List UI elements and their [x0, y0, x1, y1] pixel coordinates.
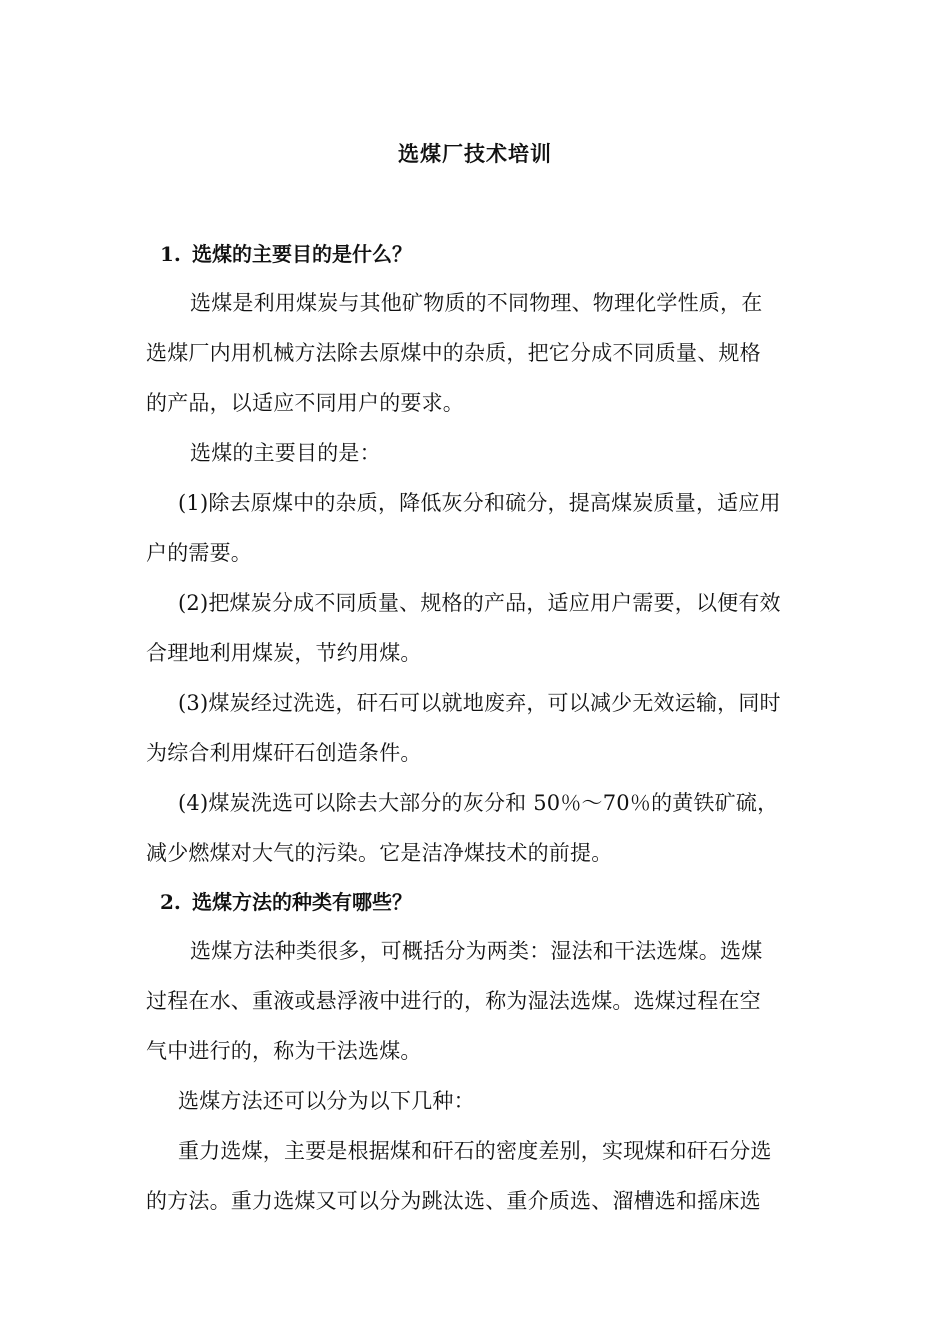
list-item: (4)煤炭洗选可以除去大部分的灰分和 50％～70％的黄铁矿硫，: [178, 791, 779, 815]
paragraph-line: 选煤厂内用机械方法除去原煤中的杂质，把它分成不同质量、规格: [146, 341, 761, 365]
section-heading-2: [160, 886, 412, 915]
section-title: 选煤方法的种类有哪些？: [192, 890, 412, 914]
section-number: 1.: [160, 242, 181, 266]
section-heading-1: [160, 238, 412, 267]
paragraph-line: 重力选煤，主要是根据煤和矸石的密度差别，实现煤和矸石分选: [178, 1139, 772, 1163]
paragraph-line: 减少燃煤对大气的污染。它是洁净煤技术的前提。: [146, 841, 613, 865]
list-item: (3)煤炭经过洗选，矸石可以就地废弃，可以减少无效运输，同时: [178, 691, 781, 715]
section-title: 选煤的主要目的是什么？: [192, 242, 412, 266]
list-item: (1)除去原煤中的杂质，降低灰分和硫分，提高煤炭质量，适应用: [178, 491, 781, 515]
paragraph-line: 选煤是利用煤炭与其他矿物质的不同物理、物理化学性质，在: [190, 291, 763, 315]
paragraph-line: 选煤方法还可以分为以下几种：: [178, 1089, 475, 1113]
document-title: 选煤厂技术培训: [398, 141, 552, 166]
paragraph-line: 的方法。重力选煤又可以分为跳汰选、重介质选、溜槽选和摇床选: [146, 1189, 761, 1213]
paragraph-line: 选煤方法种类很多，可概括分为两类：湿法和干法选煤。选煤: [190, 939, 763, 963]
list-item: (2)把煤炭分成不同质量、规格的产品，适应用户需要，以便有效: [178, 591, 781, 615]
paragraph-line: 户的需要。: [146, 541, 252, 565]
paragraph-line: 合理地利用煤炭，节约用煤。: [146, 641, 422, 665]
paragraph-line: 气中进行的，称为干法选煤。: [146, 1039, 422, 1063]
paragraph-line: 的产品，以适应不同用户的要求。: [146, 391, 464, 415]
paragraph-line: 过程在水、重液或悬浮液中进行的，称为湿法选煤。选煤过程在空: [146, 989, 761, 1013]
section-number: 2.: [160, 890, 181, 914]
paragraph-line: 为综合利用煤矸石创造条件。: [146, 741, 422, 765]
paragraph-line: 选煤的主要目的是：: [190, 441, 381, 465]
